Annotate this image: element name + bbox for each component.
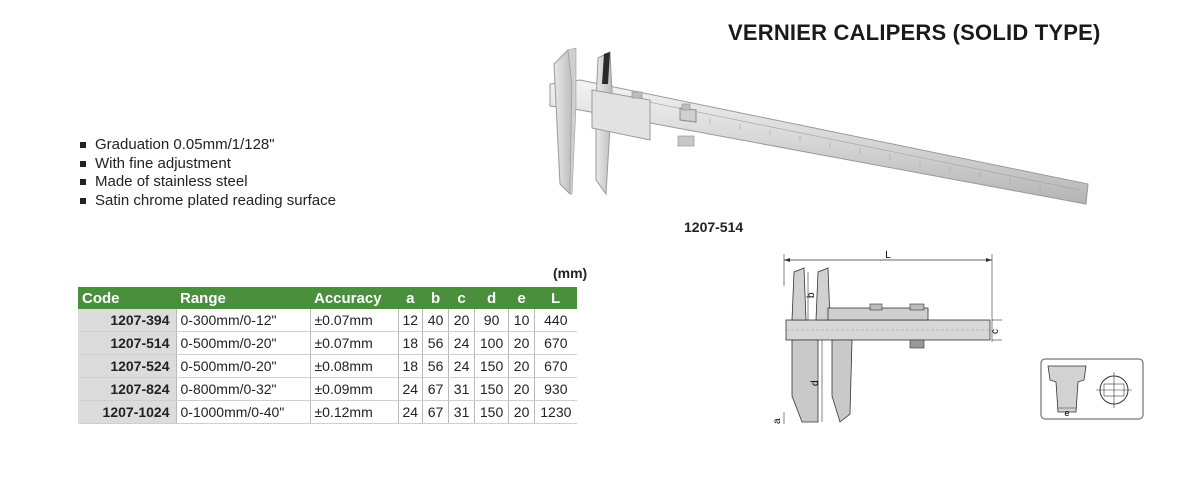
cell-d: 90 [475, 309, 509, 332]
page-title: VERNIER CALIPERS (SOLID TYPE) [728, 20, 1101, 45]
cell-d: 100 [475, 332, 509, 355]
bullet-icon [80, 179, 86, 185]
cell-e: 20 [509, 355, 535, 378]
cell-l: 1230 [535, 401, 577, 424]
cell-e: 20 [509, 401, 535, 424]
cell-range: 0-300mm/0-12" [176, 309, 310, 332]
feature-text: Graduation 0.05mm/1/128" [95, 136, 275, 153]
cell-c: 31 [449, 401, 475, 424]
cell-l: 670 [535, 355, 577, 378]
bullet-icon [80, 161, 86, 167]
dimension-diagram [770, 246, 1006, 432]
header-code: Code [78, 287, 176, 309]
cell-c: 24 [449, 355, 475, 378]
header-l: L [535, 287, 577, 309]
label-b: b [806, 292, 817, 298]
table-row [78, 332, 577, 355]
cell-code: 1207-514 [78, 332, 176, 355]
cell-range: 0-500mm/0-20" [176, 355, 310, 378]
cell-code: 1207-524 [78, 355, 176, 378]
label-d: d [810, 380, 821, 386]
cell-code: 1207-1024 [78, 401, 176, 424]
cell-code: 1207-394 [78, 309, 176, 332]
cell-accuracy: ±0.12mm [310, 401, 398, 424]
cell-range: 0-500mm/0-20" [176, 332, 310, 355]
feature-item [78, 173, 336, 192]
bullet-icon [80, 198, 86, 204]
bullet-icon [80, 142, 86, 148]
header-accuracy: Accuracy [310, 287, 398, 309]
feature-item [78, 155, 336, 174]
cell-b: 67 [423, 378, 449, 401]
cell-accuracy: ±0.07mm [310, 332, 398, 355]
header-a: a [398, 287, 423, 309]
cell-l: 670 [535, 332, 577, 355]
cell-a: 18 [398, 355, 423, 378]
label-e: e [1064, 408, 1070, 418]
cell-e: 20 [509, 332, 535, 355]
cell-b: 56 [423, 332, 449, 355]
spec-table [78, 287, 577, 424]
header-c: c [449, 287, 475, 309]
cell-e: 10 [509, 309, 535, 332]
feature-item [78, 192, 336, 211]
header-e: e [509, 287, 535, 309]
header-d: d [475, 287, 509, 309]
cell-range: 0-1000mm/0-40" [176, 401, 310, 424]
cell-e: 20 [509, 378, 535, 401]
label-l: L [885, 250, 891, 261]
cell-a: 18 [398, 332, 423, 355]
cell-a: 24 [398, 401, 423, 424]
label-a: a [772, 418, 783, 424]
cell-d: 150 [475, 355, 509, 378]
table-row [78, 401, 577, 424]
feature-text: Made of stainless steel [95, 173, 248, 191]
cell-b: 67 [423, 401, 449, 424]
feature-text: Satin chrome plated reading surface [95, 191, 336, 209]
cell-a: 12 [398, 309, 423, 332]
cell-accuracy: ±0.09mm [310, 378, 398, 401]
cell-d: 150 [475, 378, 509, 401]
table-row [78, 309, 577, 332]
cell-c: 24 [449, 332, 475, 355]
feature-item [78, 136, 336, 155]
section-detail [1040, 358, 1144, 420]
cell-b: 40 [423, 309, 449, 332]
cell-l: 930 [535, 378, 577, 401]
caliper-photo [540, 44, 1100, 216]
header-range: Range [176, 287, 310, 309]
header-b: b [423, 287, 449, 309]
cell-accuracy: ±0.08mm [310, 355, 398, 378]
cell-c: 31 [449, 378, 475, 401]
table-row [78, 355, 577, 378]
cell-l: 440 [535, 309, 577, 332]
cell-a: 24 [398, 378, 423, 401]
feature-list [78, 136, 336, 210]
table-row [78, 378, 577, 401]
photo-caption: 1207-514 [684, 219, 744, 235]
label-c: c [990, 329, 1001, 334]
cell-b: 56 [423, 355, 449, 378]
feature-text: With fine adjustment [95, 154, 231, 172]
cell-range: 0-800mm/0-32" [176, 378, 310, 401]
cell-d: 150 [475, 401, 509, 424]
cell-code: 1207-824 [78, 378, 176, 401]
units-label: (mm) [553, 265, 588, 281]
table-header-row [78, 287, 577, 309]
cell-c: 20 [449, 309, 475, 332]
cell-accuracy: ±0.07mm [310, 309, 398, 332]
